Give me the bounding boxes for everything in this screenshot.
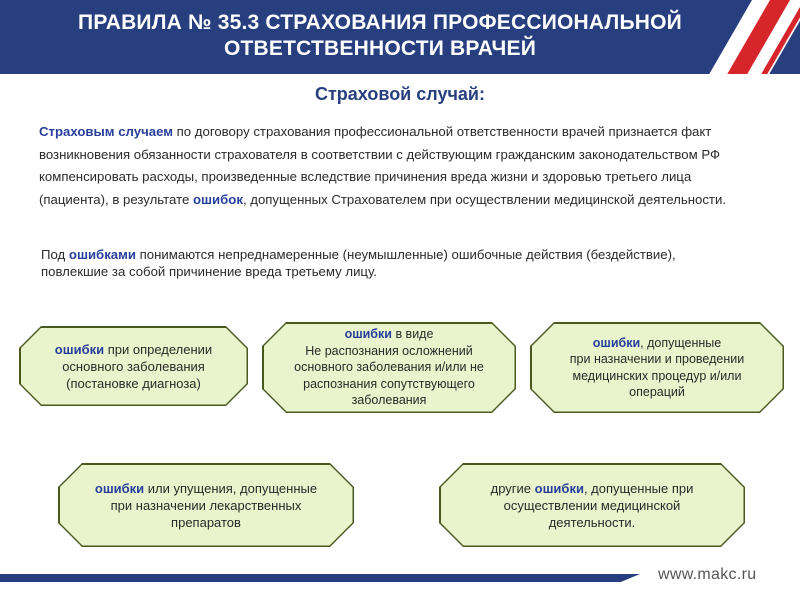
box-text: при назначении и проведении медицинских процедур и/или операций (569, 352, 745, 399)
box-keyword: ошибки (54, 341, 105, 357)
header-banner (0, 0, 800, 74)
definition-highlight: ошибок (192, 191, 243, 207)
box-text: или упущения, допущенные при назначении лекарственных препаратов (110, 480, 318, 530)
errors-highlight: ошибками (68, 247, 136, 262)
errors-text-b: понимаются непреднамеренные (неумышленные) ошибочные действия (бездействие), повлекшие за собой причинение вреда третьему лицу. (41, 247, 676, 279)
footer-bar (0, 574, 640, 582)
error-box-other (439, 463, 745, 547)
errors-text-a: Под (41, 247, 69, 262)
box-keyword: ошибки (94, 480, 145, 496)
box-keyword: ошибки (534, 480, 584, 496)
error-box-medication-text (58, 463, 354, 547)
error-box-other-text (439, 463, 745, 547)
definition-lead: Страховым случаем (39, 124, 173, 139)
footer-url[interactable]: www.makc.ru (658, 566, 757, 583)
box-text: , допущенные при осуществлении медицинской деятельности. (503, 480, 694, 530)
box-keyword: ошибки (592, 335, 641, 350)
box-text-line1: в виде (391, 327, 434, 342)
box-text: Не распознания осложнений основного заболевания и/или не распознания сопутствующего заболевания (294, 343, 484, 408)
definition-text-b: , допущенных Страхователем при осуществлении медицинской деятельности. (242, 191, 726, 207)
error-box-diagnosis-text (19, 326, 248, 406)
box-text: при определении основного заболевания (постановке диагноза) (62, 341, 213, 391)
error-box-complications-text (262, 322, 516, 413)
error-box-medication (58, 463, 354, 547)
definition-text-a: по договору страхования профессиональной ответственности врачей признается факт возникновения обязанности страхователя в соответствии с действующим гражданским законодательством РФ компенсировать расходы, произведенные вследствие причинения вреда жизни и здоровью третьего лица (пациента), в результате (39, 124, 721, 207)
error-box-procedures-text (530, 322, 784, 413)
page-title (0, 10, 760, 62)
section-subtitle: Страховой случай: (314, 84, 485, 104)
box-keyword: ошибки (344, 327, 392, 342)
definition-paragraph (39, 121, 749, 211)
error-box-procedures (530, 322, 784, 413)
errors-paragraph (41, 246, 741, 280)
page-title-line2: ОТВЕТСТВЕННОСТИ ВРАЧЕЙ (223, 37, 537, 60)
box-prefix: другие (490, 480, 535, 496)
error-box-diagnosis (19, 326, 248, 406)
box-text-line1: , допущенные (640, 335, 722, 350)
error-box-complications (262, 322, 516, 413)
page-title-line1: ПРАВИЛА № 35.3 СТРАХОВАНИЯ ПРОФЕССИОНАЛЬНОЙ (78, 11, 682, 34)
